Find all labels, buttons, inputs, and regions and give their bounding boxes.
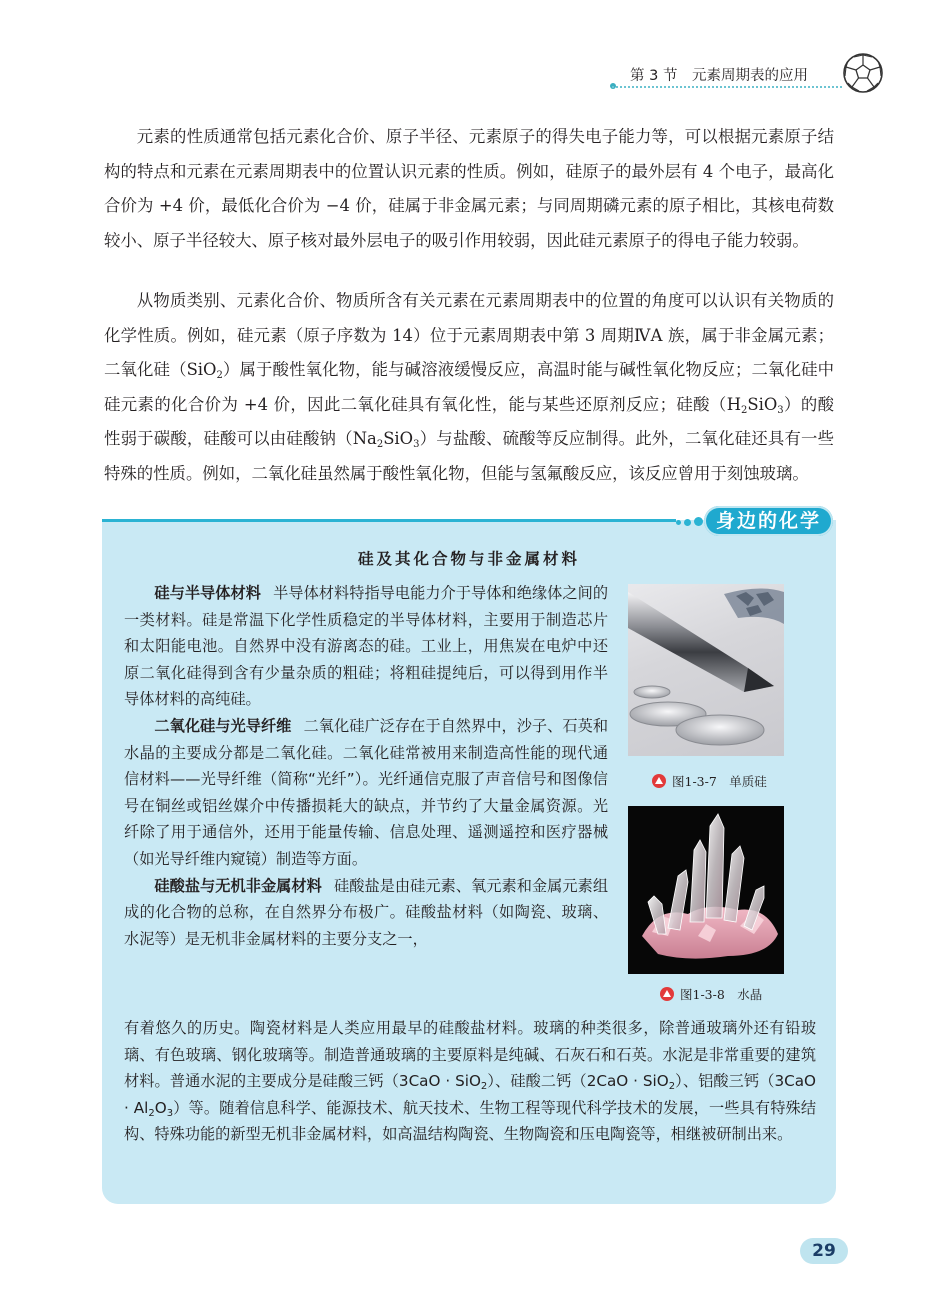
text-run: ）、硅酸二钙（2CaO · SiO bbox=[487, 1072, 669, 1091]
subscript: 2 bbox=[480, 1081, 488, 1093]
text-run: 从物质类别、元素化合价、物质所含有关元素在元素周期表中的位置的角度可以认识有关物质的化学性质。例如，硅元素（原子序数为 14）位于元素周期表中第 3 周期ⅣA 族，属于非金属元素；二氧化硅（SiO bbox=[104, 291, 834, 379]
text-run: ）、铝酸三钙（3CaO · Al bbox=[124, 1072, 817, 1117]
keyword: 硅与半导体材料 bbox=[154, 584, 261, 602]
sidebar-paragraph-3 bbox=[124, 873, 608, 953]
section-title: 第 3 节 元素周期表的应用 bbox=[630, 68, 808, 84]
sidebar-paragraph-3-continued bbox=[124, 1015, 816, 1148]
paragraph-text: 元素的性质通常包括元素化合价、原子半径、元素原子的得失电子能力等，可以根据元素原子结构的特点和元素在元素周期表中的位置认识元素的性质。例如，硅原子的最外层有 4 个电子，最高化合价为 +4 价，最低化合价为 −4 价，硅属于非金属元素；与同周期磷元素的原子相比，其核电荷数较小、原子半径较大、原子核对最外层电子的吸引作用较弱，因此硅元素原子的得电子能力较弱。 bbox=[104, 127, 834, 250]
text-run: SiO bbox=[383, 429, 414, 448]
text-run: 半导体材料特指导电能力介于导体和绝缘体之间的一类材料。硅是常温下化学性质稳定的半导体材料，主要用于制造芯片和太阳能电池。自然界中没有游离态的硅。工业上，用焦炭在电炉中还原二氧化硅得到含有少量杂质的粗硅；将粗硅提纯后，可以得到用作半导体材料的高纯硅。 bbox=[124, 584, 609, 709]
caption-text: 图1-3-7 单质硅 bbox=[672, 774, 767, 789]
text-run: 硅酸盐是由硅元素、氧元素和金属元素组成的化合物的总称，在自然界分布极广。硅酸盐材料（如陶瓷、玻璃、水泥等）是无机非金属材料的主要分支之一， bbox=[124, 876, 609, 948]
page-number: 29 bbox=[800, 1238, 848, 1264]
figure-caption-2 bbox=[660, 985, 840, 1003]
fullerene-ball-icon bbox=[842, 52, 884, 94]
keyword: 二氧化硅与光导纤维 bbox=[154, 716, 292, 735]
silicon-illustration bbox=[628, 584, 784, 756]
text-run: ）属于酸性氧化物，能与碱溶液缓慢反应，高温时能与碱性氧化物反应；二氧化硅中硅元素的化合价为 +4 价，因此二氧化硅具有氧化性，能与某些还原剂反应；硅酸（H bbox=[104, 360, 834, 414]
triangle-marker-icon bbox=[652, 774, 666, 788]
triangle-marker-icon bbox=[660, 987, 674, 1001]
text-run: ）的酸性弱于碳酸，硅酸可以由硅酸钠（Na bbox=[104, 394, 834, 448]
text-run: 有着悠久的历史。陶瓷材料是人类应用最早的硅酸盐材料。玻璃的种类很多，除普通玻璃外还有铅玻璃、有色玻璃、钢化玻璃等。制造普通玻璃的主要原料是纯碱、石灰石和石英。水泥是非常重要的建筑材料。普通水泥的主要成分是硅酸三钙（3CaO · SiO bbox=[124, 1019, 816, 1091]
body-paragraph-1 bbox=[104, 120, 834, 258]
silicon-ingot-photo bbox=[628, 584, 784, 756]
subscript: 2 bbox=[668, 1081, 676, 1093]
body-paragraph-2 bbox=[104, 284, 834, 491]
text-run: ）等。随着信息科学、能源技术、航天技术、生物工程等现代科学技术的发展，一些具有特殊结构、特殊功能的新型无机非金属材料，如高温结构陶瓷、生物陶瓷和压电陶瓷等，相继被研制出来。 bbox=[124, 1098, 817, 1144]
subscript: 3 bbox=[413, 439, 420, 450]
text-run: O bbox=[154, 1098, 167, 1117]
subscript: 2 bbox=[376, 439, 384, 450]
text-run: SiO bbox=[747, 394, 778, 414]
subscript: 2 bbox=[216, 370, 223, 381]
keyword: 硅酸盐与无机非金属材料 bbox=[154, 876, 322, 895]
sidebar-paragraph-1 bbox=[124, 580, 608, 713]
text-run: 二氧化硅广泛存在于自然界中，沙子、石英和水晶的主要成分都是二氧化硅。二氧化硅常被用来制造高性能的现代通信材料——光导纤维（简称“光纤”）。光纤通信克服了声音信号和图像信号在铜丝或铝丝媒介中传播损耗大的缺点，并节约了大量金属资源。光纤除了用于通信外，还用于能量传输、信息处理、遥测遥控和医疗器械（如光导纤维内窥镜）制造等方面。 bbox=[124, 716, 609, 868]
sidebar-paragraph-2 bbox=[124, 713, 608, 873]
caption-text: 图1-3-8 水晶 bbox=[680, 987, 763, 1002]
sidebar-text-wide bbox=[124, 1015, 816, 1148]
subscript: 2 bbox=[740, 404, 748, 416]
subscript: 2 bbox=[148, 1107, 155, 1119]
text-run: ）与盐酸、硫酸等反应制得。此外，二氧化硅还具有一些特殊的性质。例如，二氧化硅虽然属于酸性氧化物，但能与氢氟酸反应，该反应曾用于刻蚀玻璃。 bbox=[104, 429, 835, 483]
sidebar-text-narrow bbox=[124, 580, 608, 952]
figure-caption-1 bbox=[652, 772, 832, 790]
banner-line bbox=[102, 519, 676, 522]
quartz-crystal-photo bbox=[628, 806, 784, 974]
sidebar-title: 硅及其化合物与非金属材料 bbox=[357, 549, 580, 568]
quartz-illustration bbox=[628, 806, 784, 974]
header-dotted-line bbox=[612, 86, 842, 88]
section-banner: 身边的化学 bbox=[704, 506, 833, 536]
running-header bbox=[610, 52, 880, 96]
paragraph-text bbox=[104, 284, 834, 491]
subscript: 3 bbox=[777, 404, 784, 416]
subscript: 3 bbox=[166, 1107, 174, 1119]
